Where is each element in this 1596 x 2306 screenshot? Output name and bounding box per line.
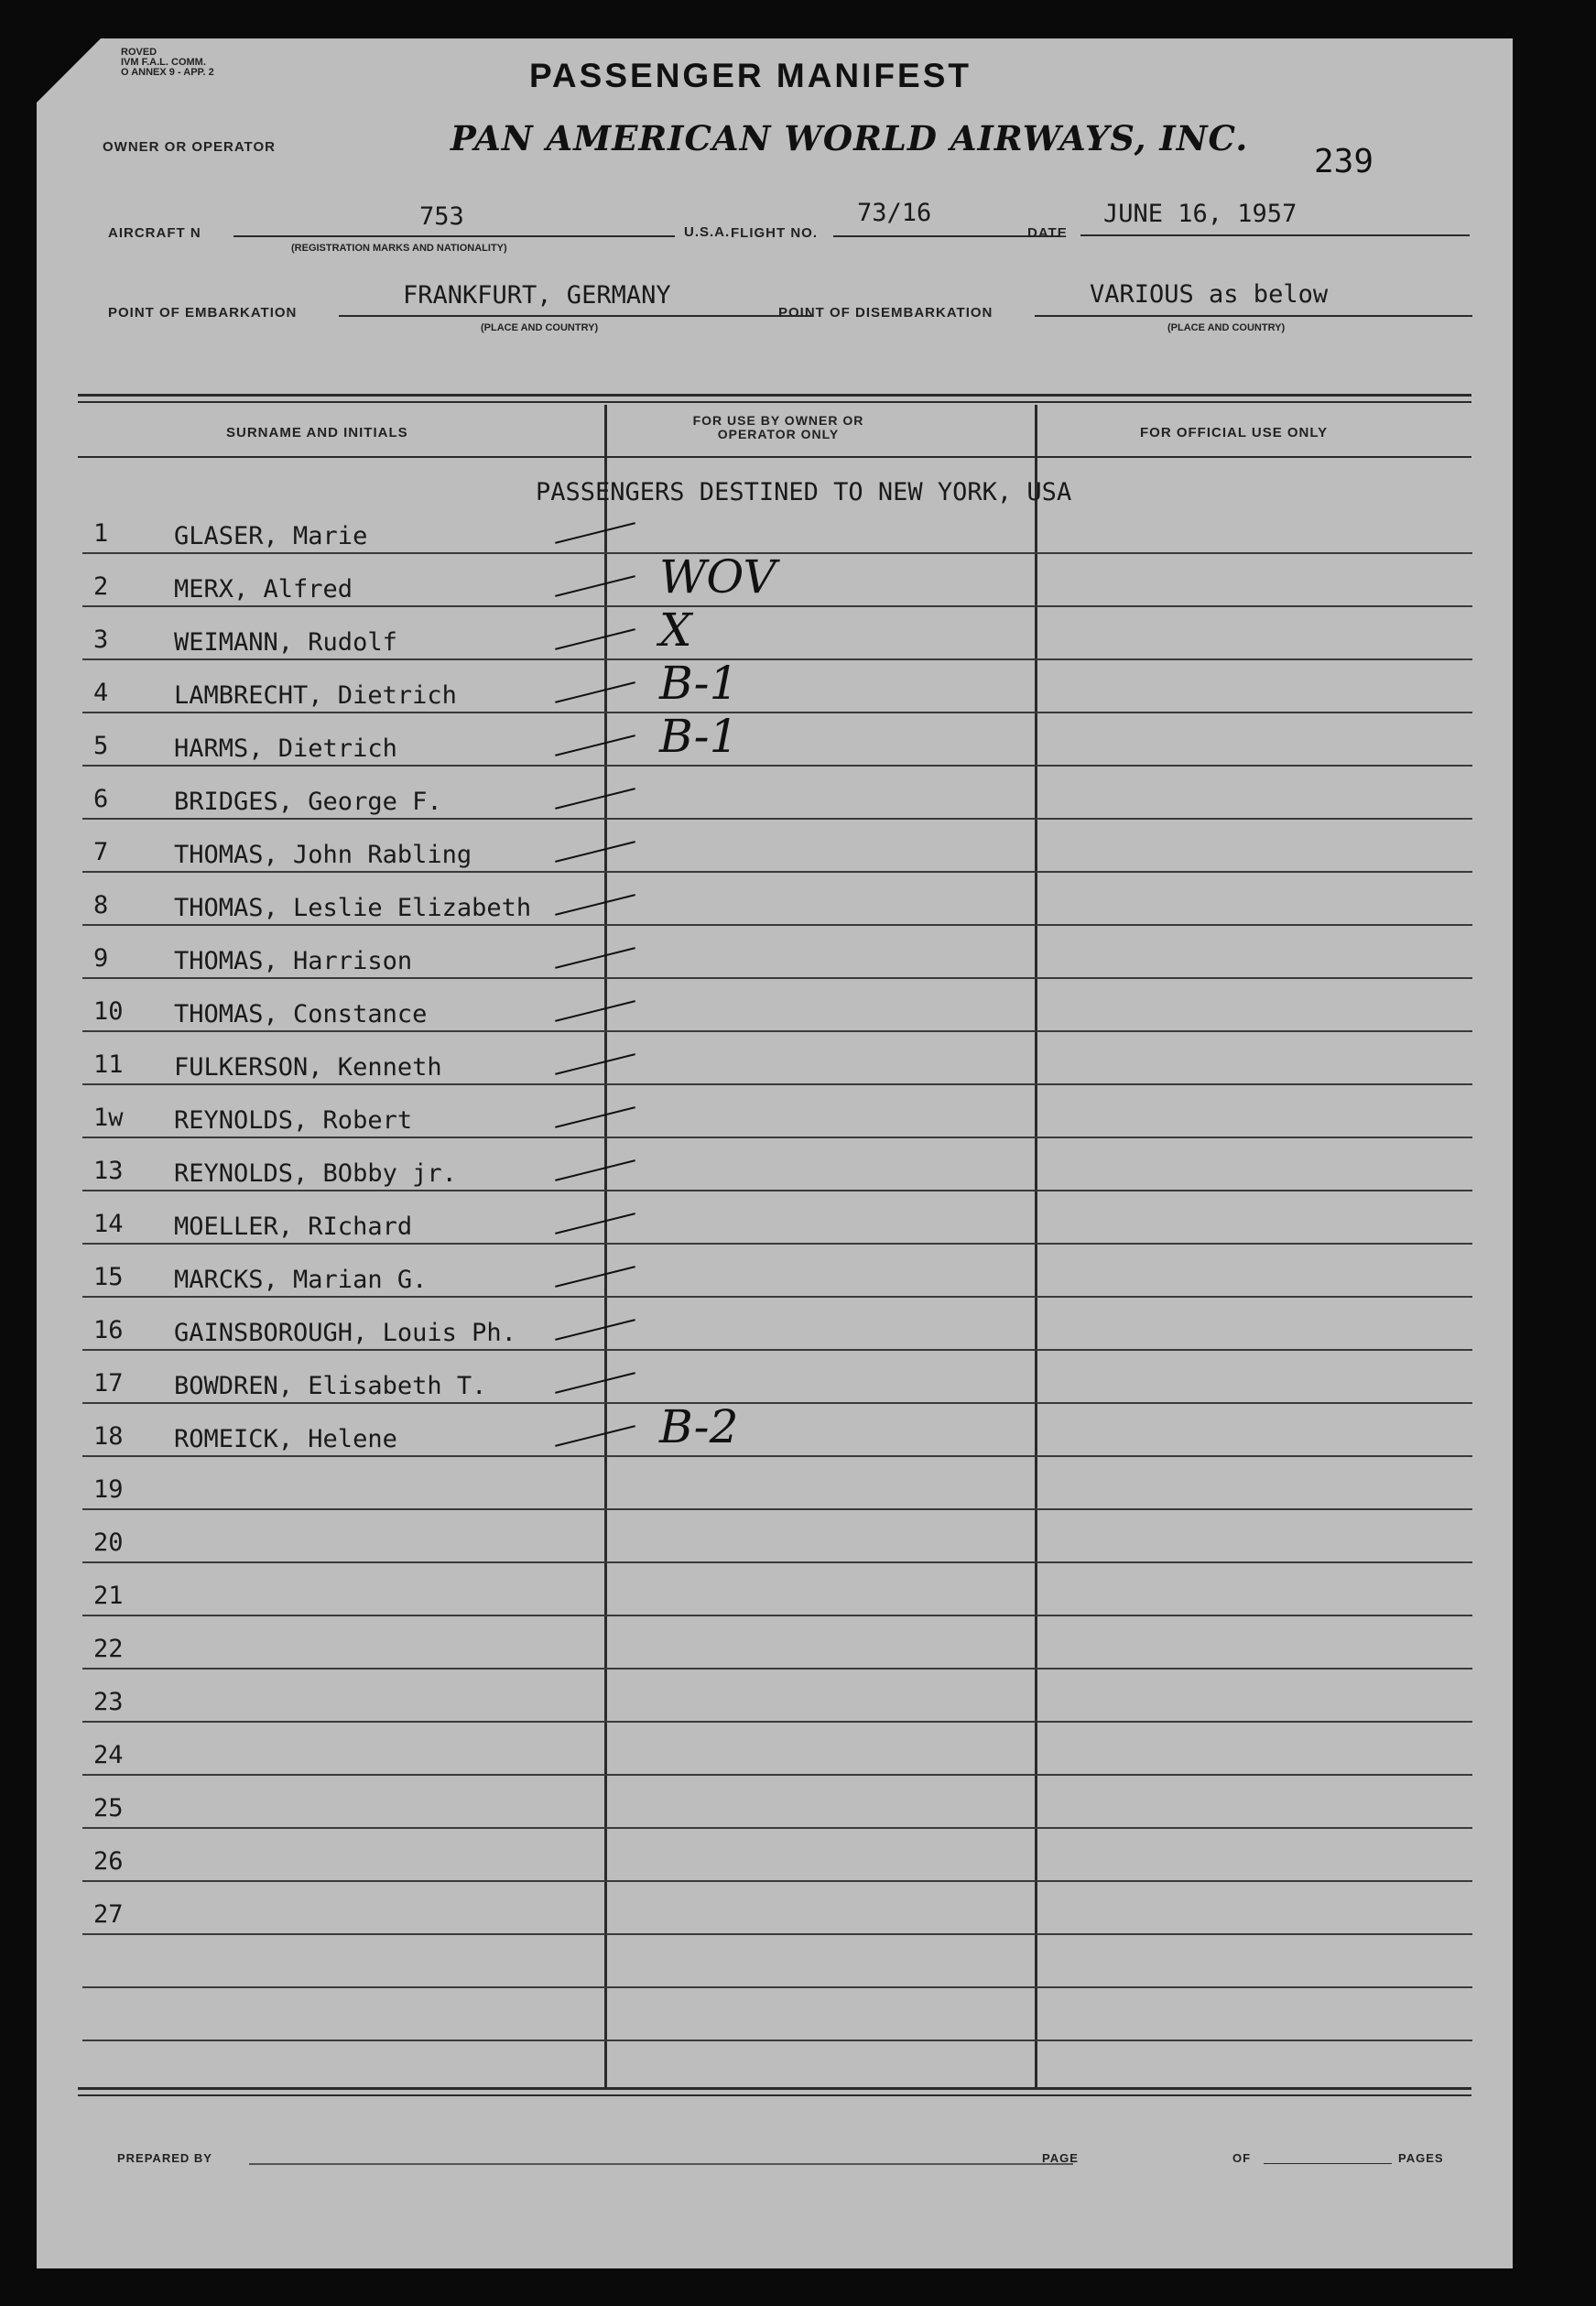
disembarkation-caption: (PLACE AND COUNTRY) (1167, 322, 1286, 333)
row-number: 15 (93, 1263, 124, 1291)
row-number: 3 (93, 625, 109, 654)
row-number: 11 (93, 1050, 124, 1079)
row-rule (82, 1243, 1472, 1245)
disembarkation-line (1035, 315, 1472, 317)
row-rule (82, 1774, 1472, 1776)
row-number: 8 (93, 891, 109, 919)
column-header-surname: SURNAME AND INITIALS (226, 425, 408, 441)
passenger-name: HARMS, Dietrich (174, 734, 397, 763)
passenger-name: LAMBRECHT, Dietrich (174, 681, 457, 710)
row-rule (82, 1721, 1472, 1723)
aircraft-value: 753 (419, 202, 464, 231)
embarkation-line (339, 315, 813, 317)
check-mark (555, 734, 635, 756)
row-number: 23 (93, 1688, 124, 1716)
header-bottom-rule (78, 456, 1471, 458)
passenger-name: BOWDREN, Elisabeth T. (174, 1372, 487, 1400)
corner-stamp-line: O ANNEX 9 - APP. 2 (121, 67, 214, 78)
check-mark (555, 788, 635, 810)
row-number: 5 (93, 732, 109, 760)
column-divider-1 (604, 405, 607, 2088)
row-number: 26 (93, 1847, 124, 1876)
row-rule (82, 1030, 1472, 1032)
check-mark (555, 1000, 635, 1022)
row-number: 20 (93, 1528, 124, 1557)
passenger-name: REYNOLDS, BObby jr. (174, 1159, 457, 1188)
passenger-name: GAINSBOROUGH, Louis Ph. (174, 1319, 516, 1347)
row-rule (82, 1933, 1472, 1935)
of-line (1264, 2163, 1392, 2164)
row-rule (82, 1827, 1472, 1829)
pages-label: PAGES (1398, 2151, 1444, 2165)
torn-corner (37, 38, 101, 103)
row-rule (82, 1349, 1472, 1351)
passenger-name: ROMEICK, Helene (174, 1425, 397, 1453)
aircraft-label: AIRCRAFT N (108, 225, 201, 241)
row-number: 22 (93, 1635, 124, 1663)
row-rule (82, 1508, 1472, 1510)
passenger-name: WEIMANN, Rudolf (174, 628, 397, 657)
handwritten-note: B-1 (659, 710, 739, 763)
prepared-by-label: PREPARED BY (117, 2151, 212, 2165)
table-top-rule-2 (78, 401, 1471, 403)
row-rule (82, 552, 1472, 554)
handwritten-note: WOV (659, 550, 776, 604)
row-rule (82, 818, 1472, 820)
row-number: 16 (93, 1316, 124, 1344)
row-number: 24 (93, 1741, 124, 1769)
check-mark (555, 947, 635, 969)
passenger-name: THOMAS, Harrison (174, 947, 413, 975)
owner-label: OWNER OR OPERATOR (103, 139, 276, 155)
check-mark (555, 894, 635, 916)
handwritten-note: B-2 (659, 1400, 739, 1453)
row-rule (82, 1561, 1472, 1563)
row-number: 1 (93, 519, 109, 548)
table-bottom-rule (78, 2087, 1471, 2090)
row-number: 7 (93, 838, 109, 866)
passenger-name: BRIDGES, George F. (174, 788, 442, 816)
row-rule (82, 1455, 1472, 1457)
prepared-by-line (249, 2163, 1073, 2165)
usa-label: U.S.A. (684, 224, 731, 240)
page-number: 239 (1314, 143, 1374, 180)
row-rule (82, 871, 1472, 873)
flight-value: 73/16 (857, 199, 932, 227)
row-rule (82, 1986, 1472, 1988)
check-mark (555, 628, 635, 650)
row-rule (82, 712, 1472, 713)
check-mark (555, 1053, 635, 1075)
row-rule (82, 1668, 1472, 1670)
check-mark (555, 1159, 635, 1181)
row-rule (82, 977, 1472, 979)
passenger-name: FULKERSON, Kenneth (174, 1053, 442, 1082)
check-mark (555, 1266, 635, 1288)
row-rule (82, 1137, 1472, 1138)
row-number: 4 (93, 679, 109, 707)
check-mark (555, 1372, 635, 1394)
row-number: 14 (93, 1210, 124, 1238)
passenger-name: THOMAS, John Rabling (174, 841, 472, 869)
embarkation-value: FRANKFURT, GERMANY (403, 281, 671, 310)
row-rule (82, 924, 1472, 926)
row-rule (82, 765, 1472, 767)
row-rule (82, 658, 1472, 660)
corner-stamp (121, 48, 214, 78)
row-number: 25 (93, 1794, 124, 1822)
row-number: 17 (93, 1369, 124, 1398)
disembarkation-label: POINT OF DISEMBARKATION (778, 305, 993, 321)
date-line (1080, 234, 1470, 236)
check-mark (555, 841, 635, 863)
check-mark (555, 1425, 635, 1447)
row-number: 6 (93, 785, 109, 813)
row-rule (82, 1615, 1472, 1616)
row-rule (82, 1880, 1472, 1882)
aircraft-line (233, 235, 675, 237)
passenger-name: MERX, Alfred (174, 575, 353, 604)
row-number: 21 (93, 1582, 124, 1610)
date-value: JUNE 16, 1957 (1103, 200, 1297, 228)
embarkation-caption: (PLACE AND COUNTRY) (481, 322, 599, 333)
corner-stamp-line: IVM F.A.L. COMM. (121, 57, 206, 68)
registration-caption: (REGISTRATION MARKS AND NATIONALITY) (291, 243, 507, 254)
check-mark (555, 681, 635, 703)
check-mark (555, 1319, 635, 1341)
section-heading: PASSENGERS DESTINED TO NEW YORK, USA (536, 478, 1072, 506)
row-number: 10 (93, 997, 124, 1026)
column-header-owner: FOR USE BY OWNER OR OPERATOR ONLY (692, 413, 864, 441)
corner-stamp-line: ROVED (121, 47, 157, 58)
passenger-name: MARCKS, Marian G. (174, 1266, 428, 1294)
check-mark (555, 522, 635, 544)
passenger-name: THOMAS, Constance (174, 1000, 428, 1028)
column-header-official: FOR OFFICIAL USE ONLY (1140, 425, 1329, 441)
embarkation-label: POINT OF EMBARKATION (108, 305, 298, 321)
passenger-name: REYNOLDS, Robert (174, 1106, 413, 1135)
passenger-name: GLASER, Marie (174, 522, 368, 550)
check-mark (555, 575, 635, 597)
manifest-page (37, 38, 1513, 2268)
disembarkation-value: VARIOUS as below (1090, 280, 1329, 309)
row-rule (82, 1296, 1472, 1298)
row-number: 1w (93, 1104, 124, 1132)
column-divider-2 (1035, 405, 1037, 2088)
page-title: PASSENGER MANIFEST (529, 57, 972, 94)
row-number: 19 (93, 1475, 124, 1504)
table-top-rule (78, 394, 1471, 397)
flight-line (833, 235, 1060, 237)
row-rule (82, 1083, 1472, 1085)
handwritten-note: B-1 (659, 657, 739, 710)
row-number: 18 (93, 1422, 124, 1451)
row-rule (82, 1190, 1472, 1191)
row-rule (82, 605, 1472, 607)
passenger-name: MOELLER, RIchard (174, 1213, 413, 1241)
of-label: OF (1232, 2151, 1252, 2165)
row-rule (82, 1402, 1472, 1404)
check-mark (555, 1213, 635, 1235)
row-number: 27 (93, 1900, 124, 1929)
table-bottom-rule-2 (78, 2094, 1471, 2096)
date-label: DATE (1027, 225, 1068, 241)
handwritten-note: X (659, 604, 692, 657)
check-mark (555, 1106, 635, 1128)
row-rule (82, 2040, 1472, 2041)
row-number: 13 (93, 1157, 124, 1185)
row-number: 9 (93, 944, 109, 973)
passenger-name: THOMAS, Leslie Elizabeth (174, 894, 532, 922)
operator-name: PAN AMERICAN WORLD AIRWAYS, INC. (451, 118, 1249, 158)
flight-label: FLIGHT NO. (731, 225, 818, 241)
page-label: PAGE (1042, 2151, 1079, 2165)
row-number: 2 (93, 572, 109, 601)
